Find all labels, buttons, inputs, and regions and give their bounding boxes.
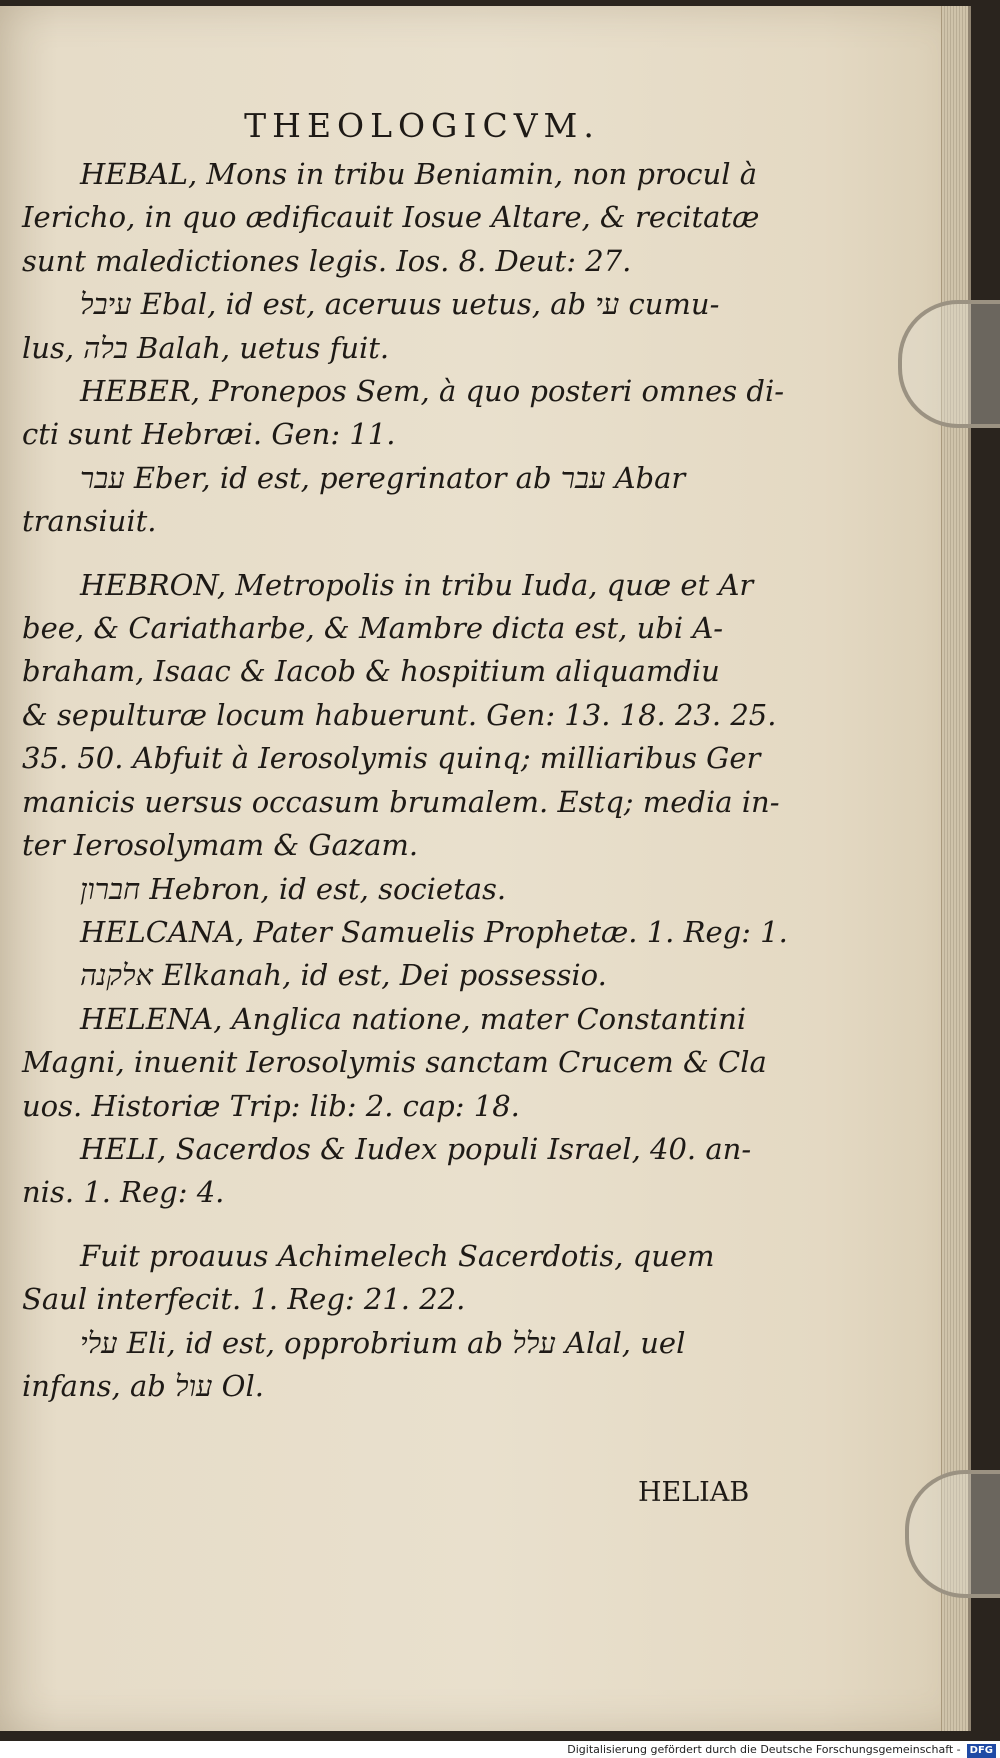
text-line: HEBAL, Mons in tribu Beniamin, non procul à: [80, 157, 757, 191]
running-head: THEOLOGICVM.: [244, 106, 600, 145]
text-line: lus, בלה Balah, uetus fuit.: [22, 330, 390, 365]
text-line: uos. Historiæ Trip: lib: 2. cap: 18.: [22, 1088, 520, 1123]
text-line: HEBRON, Metropolis in tribu Iuda, quæ et Ar: [80, 567, 754, 602]
text-line: & sepulturæ locum habuerunt. Gen: 13. 18. 23. 25.: [22, 697, 777, 732]
text-line: cti sunt Hebræi. Gen: 11.: [22, 417, 396, 452]
text-line: bee, & Cariatharbe, & Mambre dicta est, ubi A-: [22, 611, 724, 646]
paper-clip-top: [898, 300, 1000, 428]
text-line: חברון Hebron, id est, societas.: [80, 871, 507, 906]
text-line: ter Ierosolymam & Gazam.: [22, 828, 419, 863]
catchword: HELIAB: [638, 1477, 750, 1508]
text-line: HEBER, Pronepos Sem, à quo posteri omnes di-: [80, 374, 785, 409]
text-line: braham, Isaac & Iacob & hospitium aliquamdiu: [22, 654, 720, 689]
text-line: nis. 1. Reg: 4.: [22, 1175, 225, 1210]
text-line: manicis uersus occasum brumalem. Estq; media in-: [22, 784, 780, 819]
text-line: HELENA, Anglica natione, mater Constantini: [80, 1001, 747, 1036]
dfg-logo: DFG: [967, 1744, 996, 1758]
text-line: עיבל Ebal, id est, aceruus uetus, ab עי cumu-: [80, 287, 720, 322]
text-line: 35. 50. Abfuit à Ierosolymis quinq; milliaribus Ger: [22, 741, 761, 776]
digitization-footer: [0, 1741, 1000, 1758]
spacer: [22, 1215, 782, 1235]
text-line: Saul interfecit. 1. Reg: 21. 22.: [22, 1282, 466, 1317]
text-line: sunt maledictiones legis. Ios. 8. Deut: 27.: [22, 243, 632, 278]
text-line: Magni, inuenit Ierosolymis sanctam Crucem & Cla: [22, 1045, 767, 1080]
text-line: Fuit proauus Achimelech Sacerdotis, quem: [80, 1238, 715, 1273]
book-page: [0, 6, 971, 1731]
text-line: עלי Eli, id est, opprobrium ab עלל Alal, uel: [80, 1325, 686, 1360]
text-line: Iericho, in quo ædificauit Iosue Altare, & recitatæ: [22, 200, 760, 235]
text-line: אלקנה Elkanah, id est, Dei possessio.: [80, 958, 607, 993]
spacer: [22, 544, 782, 564]
footer-text: Digitalisierung gefördert durch die Deutsche Forschungsgemeinschaft -: [567, 1743, 961, 1756]
text-line: infans, ab עול Ol.: [22, 1368, 264, 1403]
text-line: HELCANA, Pater Samuelis Prophetæ. 1. Reg: 1.: [80, 914, 788, 949]
text-line: עבר Eber, id est, peregrinator ab עבר Abar: [80, 460, 686, 495]
text-line: transiuit.: [22, 504, 157, 539]
text-line: HELI, Sacerdos & Iudex populi Israel, 40. an-: [80, 1131, 752, 1166]
page-text: [22, 106, 788, 1408]
